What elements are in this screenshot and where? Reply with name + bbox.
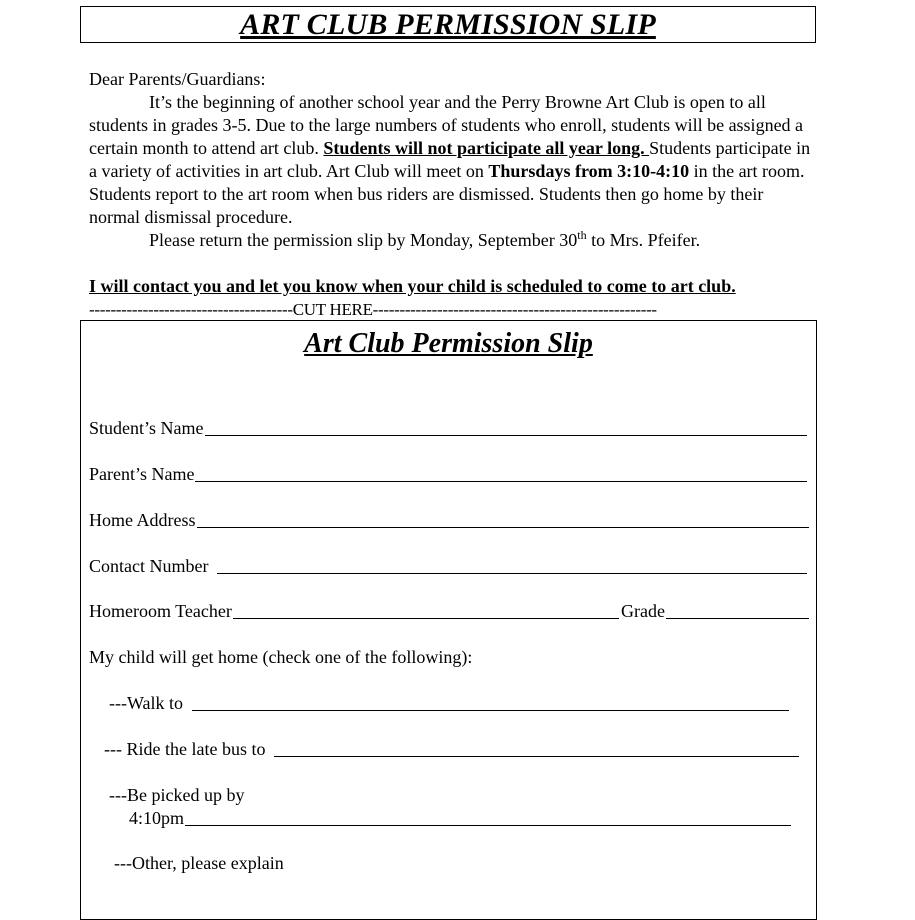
picked-up-option-label: ---Be picked up by <box>109 785 245 805</box>
p1-text-3: in the art room. Students report to the art room when bus riders are dismissed. Students then go home by their normal dismissal procedure. <box>89 161 805 227</box>
homeroom-teacher-line[interactable] <box>233 618 619 619</box>
contact-number-line[interactable] <box>217 573 807 574</box>
p2-text-2: to Mrs. Pfeifer. <box>586 230 701 250</box>
other-option-label: ---Other, please explain <box>114 853 284 873</box>
letter-body <box>89 68 814 252</box>
permission-slip-form <box>80 320 817 920</box>
grade-line[interactable] <box>666 618 809 619</box>
home-address-label: Home Address <box>89 510 196 530</box>
p2-superscript: th <box>577 228 587 242</box>
late-bus-option[interactable] <box>104 738 799 760</box>
grade-field[interactable] <box>621 600 809 622</box>
walk-option-line[interactable] <box>192 710 789 711</box>
letter-paragraph-1 <box>89 91 814 229</box>
contact-number-label: Contact Number <box>89 556 213 576</box>
contact-number-field[interactable] <box>89 555 807 577</box>
salutation: Dear Parents/Guardians: <box>89 69 266 89</box>
picked-up-time-label: 4:10pm <box>129 808 185 828</box>
p2-text-1: Please return the permission slip by Monday, September 30 <box>149 230 578 250</box>
walk-option[interactable] <box>109 692 789 714</box>
picked-up-option[interactable] <box>129 807 791 829</box>
home-prompt: My child will get home (check one of the following): <box>89 647 473 667</box>
p1-schedule: Thursdays from 3:10-4:10 <box>488 161 690 181</box>
picked-up-option-line[interactable] <box>185 825 791 826</box>
parent-name-field[interactable] <box>89 463 807 485</box>
parent-name-label: Parent’s Name <box>89 464 195 484</box>
contact-notice: I will contact you and let you know when your child is scheduled to come to art club. <box>89 276 736 296</box>
slip-title: Art Club Permission Slip <box>304 328 593 359</box>
home-address-field[interactable] <box>89 509 809 531</box>
p1-emphasis: Students will not participate all year long. <box>323 138 650 158</box>
walk-option-label: ---Walk to <box>109 693 188 713</box>
homeroom-teacher-field[interactable] <box>89 600 619 622</box>
p1-text-2: Students participate in a variety of activities in art club. Art Club will meet on <box>89 138 811 181</box>
homeroom-teacher-label: Homeroom Teacher <box>89 601 232 621</box>
student-name-label: Student’s Name <box>89 418 204 438</box>
letter-paragraph-2 <box>89 229 814 252</box>
student-name-field[interactable] <box>89 417 807 439</box>
student-name-line[interactable] <box>205 435 808 436</box>
home-address-line[interactable] <box>197 527 810 528</box>
late-bus-option-label: --- Ride the late bus to <box>104 739 270 759</box>
p1-text-1: It’s the beginning of another school year and the Perry Browne Art Club is open to all students in grades 3-5. Due to the large numbers of students who enroll, students will be assigned a certain month to attend art club. <box>89 92 804 158</box>
cut-here-line: --------------------------------------CUT HERE----------------------------------------------------- <box>89 300 657 319</box>
page-title: ART CLUB PERMISSION SLIP <box>240 8 656 41</box>
grade-label: Grade <box>621 601 665 621</box>
late-bus-option-line[interactable] <box>274 756 799 757</box>
parent-name-line[interactable] <box>195 481 807 482</box>
title-box <box>80 6 816 43</box>
